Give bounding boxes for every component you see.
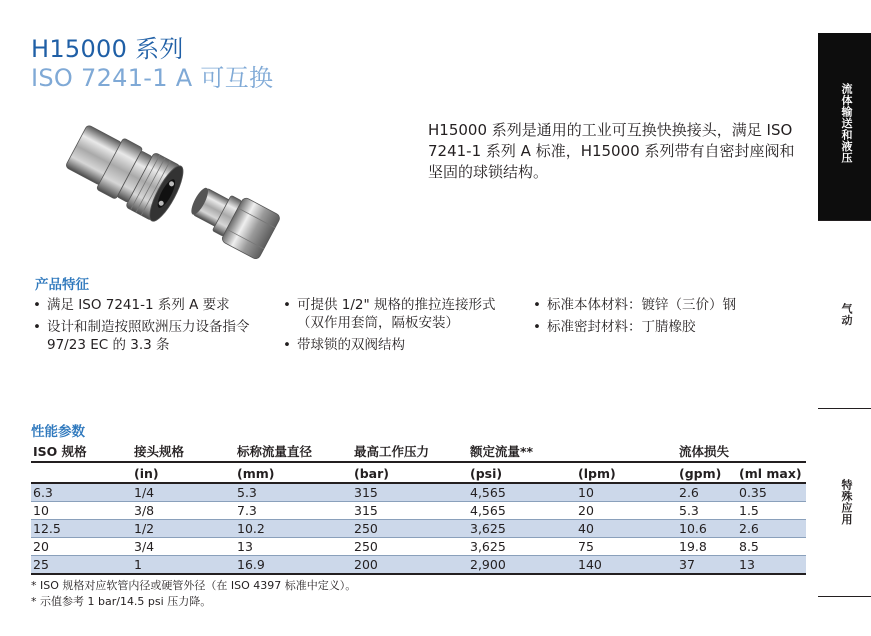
table-cell: 1/4 (132, 483, 235, 502)
table-cell: 12.5 (31, 520, 132, 538)
column-header: 流体损失 (677, 439, 737, 462)
table-cell: 250 (352, 538, 468, 556)
table-cell: 0.35 (737, 483, 806, 502)
table-cell: 1.5 (737, 502, 806, 520)
column-header: 额定流量** (468, 439, 576, 462)
column-header (576, 439, 677, 462)
feature-item: • 可提供 1/2" 规格的推拉连接形式（双作用套筒，隔板安装） (281, 296, 521, 332)
table-cell: 10.6 (677, 520, 737, 538)
table-cell: 2.6 (677, 483, 737, 502)
table-row (31, 520, 806, 538)
table-row (31, 483, 806, 502)
table-cell: 2,900 (468, 556, 576, 575)
table-cell: 6.3 (31, 483, 132, 502)
feature-item: • 带球锁的双阀结构 (281, 336, 521, 354)
table-cell: 40 (576, 520, 677, 538)
table-cell: 5.3 (677, 502, 737, 520)
performance-heading: 性能参数 (31, 424, 85, 440)
column-header: 最高工作压力 (352, 439, 468, 462)
table-row (31, 502, 806, 520)
unit-header: (mm) (235, 462, 352, 483)
table-cell: 25 (31, 556, 132, 575)
table-cell: 315 (352, 483, 468, 502)
feature-item: • 满足 ISO 7241-1 系列 A 要求 (31, 296, 281, 314)
table-cell: 3,625 (468, 538, 576, 556)
table-cell: 16.9 (235, 556, 352, 575)
page-title: H15000 系列 (31, 35, 184, 63)
table-header-row (31, 439, 806, 462)
table-cell: 5.3 (235, 483, 352, 502)
table-cell: 4,565 (468, 483, 576, 502)
table-cell: 75 (576, 538, 677, 556)
side-tab-special-applications[interactable] (818, 409, 871, 596)
table-row (31, 556, 806, 575)
table-cell: 10.2 (235, 520, 352, 538)
unit-header: (bar) (352, 462, 468, 483)
footnote: * ISO 规格对应软管内径或硬管外径（在 ISO 4397 标准中定义）。 (31, 579, 357, 592)
side-tab-label: 特殊应用 (840, 479, 853, 525)
column-header (737, 439, 806, 462)
coupling-product-image (50, 100, 290, 280)
side-tab-label: 流体输送和液压 (840, 83, 853, 164)
features-column-2 (281, 296, 521, 358)
table-cell: 3/8 (132, 502, 235, 520)
table-cell: 4,565 (468, 502, 576, 520)
table-units-row (31, 462, 806, 483)
intro-paragraph: H15000 系列是通用的工业可互换快换接头，满足 ISO 7241-1 系列 A 标准，H15000 系列带有自密封座阀和坚固的球锁结构。 (428, 121, 795, 181)
tab-divider (818, 596, 871, 597)
table-cell: 10 (576, 483, 677, 502)
footnote: * 示值参考 1 bar/14.5 psi 压力降。 (31, 595, 212, 608)
side-tab-label: 气动 (840, 303, 853, 326)
feature-item: • 标准本体材料：镀锌（三价）钢 (531, 296, 791, 314)
table-cell: 3/4 (132, 538, 235, 556)
unit-header: (lpm) (576, 462, 677, 483)
table-cell: 2.6 (737, 520, 806, 538)
features-column-1 (31, 296, 281, 358)
features-column-3 (531, 296, 791, 340)
page-subtitle: ISO 7241-1 A 可互换 (31, 64, 274, 92)
table-cell: 10 (31, 502, 132, 520)
table-cell: 20 (31, 538, 132, 556)
unit-header: (psi) (468, 462, 576, 483)
table-cell: 37 (677, 556, 737, 575)
column-header: 标称流量直径 (235, 439, 352, 462)
side-tab-pneumatics[interactable] (818, 221, 871, 408)
table-cell: 13 (235, 538, 352, 556)
features-heading: 产品特征 (35, 277, 89, 293)
table-cell: 7.3 (235, 502, 352, 520)
performance-table (31, 439, 806, 575)
table-row (31, 538, 806, 556)
table-cell: 1/2 (132, 520, 235, 538)
table-cell: 250 (352, 520, 468, 538)
unit-header: (gpm) (677, 462, 737, 483)
table-cell: 8.5 (737, 538, 806, 556)
feature-item: • 设计和制造按照欧洲压力设备指令 97/23 EC 的 3.3 条 (31, 318, 281, 354)
table-cell: 315 (352, 502, 468, 520)
table-cell: 3,625 (468, 520, 576, 538)
unit-header (31, 462, 132, 483)
table-cell: 13 (737, 556, 806, 575)
table-cell: 19.8 (677, 538, 737, 556)
table-cell: 1 (132, 556, 235, 575)
unit-header: (in) (132, 462, 235, 483)
feature-item: • 标准密封材料：丁腈橡胶 (531, 318, 791, 336)
column-header: 接头规格 (132, 439, 235, 462)
table-cell: 200 (352, 556, 468, 575)
column-header: ISO 规格 (31, 439, 132, 462)
unit-header: (ml max) (737, 462, 806, 483)
side-tab-fluid-hydraulics[interactable] (818, 33, 871, 220)
table-cell: 20 (576, 502, 677, 520)
table-cell: 140 (576, 556, 677, 575)
